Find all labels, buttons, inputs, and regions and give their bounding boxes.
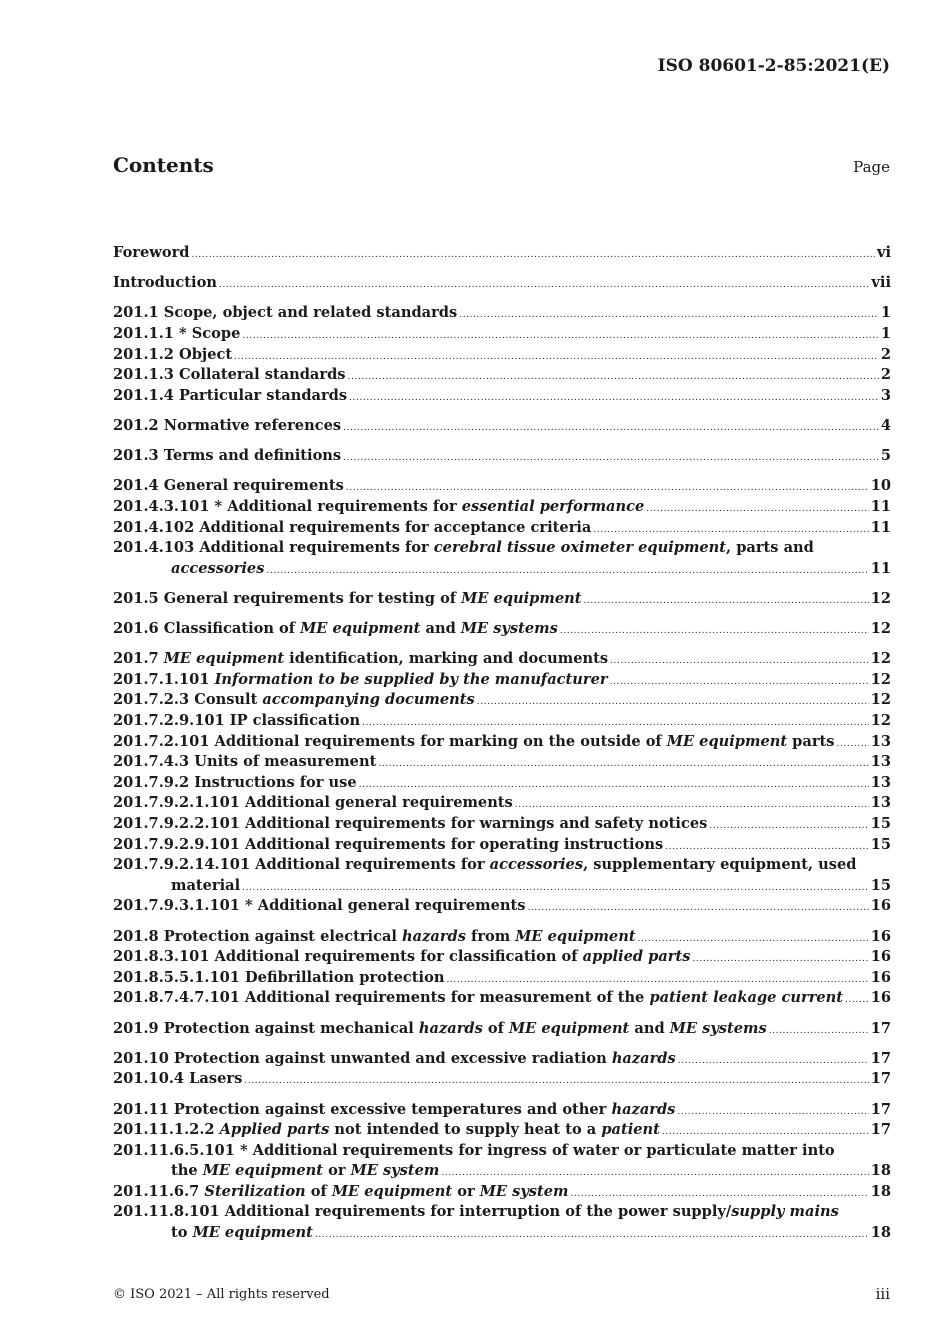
toc-text-segment: 201.1.2 Object (113, 345, 233, 363)
toc-entry-page: 2 (880, 366, 891, 384)
toc-text-segment: 201.3 Terms and definitions (113, 447, 342, 465)
toc-text-segment: 201.11 Protection against excessive temperatures and other (113, 1100, 612, 1118)
toc-text-segment: 201.2 Normative references (113, 416, 342, 434)
toc-text-segment: Sterilization (204, 1182, 306, 1200)
dot-leader (571, 1184, 869, 1205)
dot-leader (346, 478, 869, 499)
dot-leader (836, 734, 868, 755)
contents-title: Contents (113, 153, 214, 177)
dot-leader (678, 1051, 869, 1072)
dot-leader (515, 795, 869, 816)
dot-leader (244, 1071, 868, 1092)
toc-entry-page: 5 (880, 447, 891, 465)
toc-text-segment: hazards (402, 927, 466, 945)
table-of-contents (113, 243, 891, 1244)
toc-text-segment: 201.5 General requirements for testing of (113, 589, 462, 607)
toc-entry-page: 15 (870, 876, 891, 894)
toc-entry-title (113, 927, 636, 948)
toc-entry[interactable] (113, 1100, 891, 1121)
toc-text-segment: hazards (418, 1019, 483, 1037)
toc-text-segment: 201.11.8.101 Additional requirements for interruption of the power supply/ (113, 1203, 732, 1221)
toc-entry-page: 11 (870, 497, 891, 515)
toc-entry-title (113, 835, 663, 856)
toc-entry-title (113, 1069, 242, 1090)
toc-text-segment: 201.10 Protection against unwanted and excessive radiation (113, 1049, 612, 1067)
toc-text-segment: 201.7.9.2 Instructions for use (113, 773, 357, 791)
toc-text-segment: Applied parts (219, 1121, 330, 1139)
toc-entry[interactable] (113, 1069, 891, 1090)
toc-entry-title (113, 752, 376, 773)
toc-text-segment: or (452, 1182, 480, 1200)
toc-entry[interactable] (113, 589, 891, 610)
toc-entry-title (113, 365, 346, 386)
toc-entry[interactable] (113, 476, 891, 497)
toc-entry[interactable] (113, 968, 891, 989)
copyright-notice: © ISO 2021 – All rights reserved (113, 1287, 330, 1302)
toc-text-segment: accompanying documents (262, 691, 475, 709)
toc-text-segment: ME system (350, 1162, 440, 1180)
toc-text-segment: ME system (479, 1182, 569, 1200)
dot-leader (459, 305, 879, 326)
toc-text-segment: not intended to supply heat to a (329, 1121, 602, 1139)
toc-entry-page: 1 (880, 324, 891, 342)
dot-leader (378, 754, 868, 775)
toc-text-segment: 201.7.2.101 Additional requirements for marking on the outside of (113, 732, 667, 750)
toc-entry-title (113, 773, 357, 794)
toc-text-segment: supply mains (731, 1203, 839, 1221)
toc-text-segment: 201.11.6.5.101 * Additional requirements for ingress of water or particulate matter into (113, 1141, 835, 1159)
toc-text-segment: 201.8.3.101 Additional requirements for classification of (113, 948, 583, 966)
toc-text-segment: patient leakage current (649, 989, 844, 1007)
toc-entry[interactable] (113, 1182, 891, 1203)
toc-text-segment: 201.8.7.4.7.101 Additional requirements for measurement of the (113, 989, 650, 1007)
toc-entry-page: 17 (870, 1100, 891, 1118)
toc-text-segment: material (171, 876, 241, 894)
toc-entry-title (113, 345, 232, 366)
toc-entry-page: vi (876, 244, 891, 261)
toc-text-segment: accessories (489, 856, 584, 874)
dot-leader (662, 1122, 869, 1143)
toc-entry-page: 12 (870, 620, 891, 638)
toc-entry[interactable] (113, 835, 891, 856)
toc-entry-title (113, 273, 217, 294)
toc-entry[interactable] (113, 988, 891, 1009)
toc-text-segment: 201.8.5.5.1.101 Defibrillation protection (113, 968, 445, 986)
dot-leader (446, 970, 868, 991)
toc-entry-page: 12 (870, 589, 891, 607)
toc-entry-title (113, 1182, 569, 1203)
dot-leader (769, 1021, 869, 1042)
toc-text-segment: 201.9 Protection against mechanical (113, 1019, 419, 1037)
toc-text-segment: patient (601, 1121, 660, 1139)
toc-entry-page: 17 (870, 1049, 891, 1067)
toc-entry-title (113, 476, 344, 497)
toc-text-segment: to (171, 1224, 193, 1242)
toc-entry[interactable] (113, 345, 891, 366)
toc-text-segment: ME equipment (515, 927, 636, 945)
dot-leader (343, 448, 879, 469)
toc-entry-title (113, 1019, 767, 1040)
dot-leader (266, 561, 868, 582)
toc-entry[interactable] (113, 670, 891, 691)
toc-entry-page: 17 (870, 1070, 891, 1088)
dot-leader (610, 651, 869, 672)
toc-text-segment: ME systems (460, 620, 558, 638)
toc-entry-title (171, 1161, 439, 1182)
toc-text-segment: hazards (611, 1100, 676, 1118)
toc-text-segment: 201.7.2.9.101 IP classification (113, 712, 361, 730)
toc-text-segment: 201.7.9.2.9.101 Additional requirements for operating instructions (113, 835, 664, 853)
toc-entry-title (113, 732, 834, 753)
toc-text-segment: 201.1.3 Collateral standards (113, 366, 346, 384)
toc-entry[interactable] (113, 1049, 891, 1070)
toc-entry-title (113, 968, 444, 989)
toc-text-segment: Information to be supplied by the manufacturer (214, 670, 608, 688)
dot-leader (638, 929, 869, 950)
toc-text-segment: or (323, 1162, 351, 1180)
toc-entry-page: vii (871, 274, 891, 292)
toc-text-segment: , parts and (726, 539, 814, 557)
toc-entry[interactable] (113, 752, 891, 773)
toc-entry[interactable] (113, 518, 891, 539)
dot-leader (191, 245, 875, 266)
toc-entry-page: 18 (870, 1162, 891, 1180)
toc-entry[interactable] (113, 1202, 891, 1243)
toc-text-segment: 201.6 Classification of (113, 620, 301, 638)
toc-entry-title-line (113, 538, 891, 559)
dot-leader (709, 816, 868, 837)
toc-entry[interactable] (113, 947, 891, 968)
toc-entry[interactable] (113, 324, 891, 345)
page-column-label: Page (853, 158, 890, 176)
toc-entry-page: 13 (870, 773, 891, 791)
toc-text-segment: 201.11.1.2.2 (113, 1121, 220, 1139)
toc-text-segment: essential performance (461, 497, 645, 515)
toc-entry-title (113, 518, 591, 539)
dot-leader (234, 347, 879, 368)
toc-entry-title (113, 649, 608, 670)
toc-entry[interactable] (113, 243, 891, 264)
toc-entry-page: 18 (870, 1182, 891, 1200)
toc-entry[interactable] (113, 649, 891, 670)
toc-entry-title (113, 386, 347, 407)
toc-text-segment: 201.4.103 Additional requirements for (113, 539, 434, 557)
toc-entry[interactable] (113, 793, 891, 814)
toc-entry-title (113, 793, 513, 814)
toc-entry-page: 2 (880, 345, 891, 363)
toc-text-segment: 201.10.4 Lasers (113, 1070, 243, 1088)
toc-entry[interactable] (113, 1019, 891, 1040)
toc-text-segment: 201.1 Scope, object and related standards (113, 304, 458, 322)
toc-entry[interactable] (113, 619, 891, 640)
toc-entry-page: 10 (870, 477, 891, 495)
dot-leader (343, 418, 879, 439)
dot-leader (477, 692, 869, 713)
dot-leader (527, 898, 868, 919)
dot-leader (219, 275, 869, 296)
toc-entry-page: 17 (870, 1121, 891, 1139)
toc-entry-title (113, 243, 189, 264)
toc-text-segment: 201.7.9.2.2.101 Additional requirements for warnings and safety notices (113, 815, 708, 832)
toc-entry-title (113, 497, 644, 518)
toc-entry[interactable] (113, 365, 891, 386)
toc-entry-page: 16 (870, 948, 891, 966)
toc-entry-title (113, 1120, 660, 1141)
dot-leader (441, 1163, 868, 1184)
toc-text-segment: and (629, 1019, 670, 1037)
toc-entry-page: 12 (870, 691, 891, 709)
toc-entry-page: 11 (870, 559, 891, 577)
toc-entry[interactable] (113, 855, 891, 896)
dot-leader (362, 713, 869, 734)
toc-entry[interactable] (113, 773, 891, 794)
toc-entry-page: 11 (870, 518, 891, 536)
toc-text-segment: of (305, 1182, 332, 1200)
toc-text-segment: 201.4.3.101 * Additional requirements for (113, 497, 462, 515)
toc-entry-title (113, 690, 475, 711)
toc-text-segment: ME equipment (163, 650, 285, 668)
toc-entry-title (113, 670, 608, 691)
toc-entry-title (113, 303, 457, 324)
toc-entry-title (171, 876, 240, 897)
dot-leader (349, 388, 879, 409)
toc-text-segment: ME equipment (509, 1019, 630, 1037)
toc-entry-title (113, 1049, 676, 1070)
toc-entry-title (113, 446, 341, 467)
toc-text-segment: Introduction (113, 274, 217, 292)
toc-text-segment: the (171, 1162, 203, 1180)
toc-entry[interactable] (113, 711, 891, 732)
toc-entry[interactable] (113, 896, 891, 917)
toc-entry-page: 3 (880, 386, 891, 404)
toc-text-segment: 201.7.1.101 (113, 670, 215, 688)
dot-leader (583, 591, 868, 612)
toc-text-segment: 201.7.9.3.1.101 * Additional general requirements (113, 897, 526, 915)
toc-entry-page: 15 (870, 815, 891, 832)
toc-text-segment: identification, marking and documents (284, 650, 609, 668)
toc-entry-page: 16 (870, 989, 891, 1007)
dot-leader (348, 367, 879, 388)
dot-leader (610, 672, 869, 693)
toc-entry-page: 4 (880, 416, 891, 434)
toc-entry-page: 1 (880, 304, 891, 322)
toc-text-segment: and (420, 620, 461, 638)
toc-entry-title (113, 711, 360, 732)
toc-entry-page: 16 (870, 897, 891, 915)
toc-text-segment: hazards (611, 1049, 676, 1067)
toc-text-segment: Foreword (113, 244, 190, 261)
toc-entry[interactable] (113, 538, 891, 579)
toc-entry-page: 12 (870, 670, 891, 688)
toc-text-segment: 201.7.9.2.1.101 Additional general requirements (113, 794, 513, 812)
toc-text-segment: ME equipment (331, 1182, 453, 1200)
toc-entry[interactable] (113, 1141, 891, 1182)
toc-text-segment: ME equipment (192, 1224, 313, 1242)
dot-leader (315, 1225, 869, 1246)
page-number: iii (875, 1285, 890, 1303)
toc-entry-title (113, 1100, 675, 1121)
toc-entry-title (171, 1223, 313, 1244)
toc-text-segment: parts (787, 732, 835, 750)
dot-leader (242, 878, 869, 899)
toc-text-segment: 201.4.102 Additional requirements for acceptance criteria (113, 518, 592, 536)
toc-entry-title (113, 947, 690, 968)
toc-entry-title-line (113, 855, 891, 876)
toc-entry-page: 16 (870, 927, 891, 945)
toc-entry-page: 13 (870, 753, 891, 771)
toc-entry[interactable] (113, 303, 891, 324)
toc-entry-page: 18 (870, 1224, 891, 1242)
toc-text-segment: 201.7.2.3 Consult (113, 691, 263, 709)
dot-leader (665, 837, 869, 858)
dot-leader (692, 949, 868, 970)
toc-text-segment: ME equipment (461, 589, 582, 607)
toc-text-segment: accessories (171, 559, 265, 577)
dot-leader (646, 499, 868, 520)
dot-leader (359, 775, 869, 796)
toc-entry-title (113, 324, 240, 345)
toc-entry[interactable] (113, 690, 891, 711)
toc-entry-page: 13 (870, 794, 891, 812)
toc-entry-page: 15 (870, 835, 891, 853)
document-id: ISO 80601-2-85:2021(E) (657, 56, 890, 76)
toc-text-segment: 201.1.4 Particular standards (113, 386, 348, 404)
toc-text-segment: ME equipment (202, 1162, 324, 1180)
toc-entry-title (171, 559, 264, 580)
toc-entry-title (113, 416, 341, 437)
toc-text-segment: 201.8 Protection against electrical (113, 927, 403, 945)
toc-entry-page: 17 (870, 1019, 891, 1037)
toc-text-segment: of (482, 1019, 510, 1037)
toc-text-segment: from (465, 927, 516, 945)
toc-entry-page: 13 (870, 732, 891, 750)
toc-entry-page: 12 (870, 650, 891, 668)
toc-entry-title (113, 988, 843, 1009)
toc-entry-title-line (113, 1202, 891, 1223)
toc-text-segment: applied parts (582, 948, 691, 966)
toc-entry[interactable] (113, 497, 891, 518)
toc-entry-title (113, 896, 525, 917)
dot-leader (677, 1102, 868, 1123)
toc-text-segment: 201.4 General requirements (113, 477, 344, 495)
toc-entry[interactable] (113, 416, 891, 437)
toc-text-segment: 201.7 (113, 650, 164, 668)
toc-entry-page: 16 (870, 968, 891, 986)
toc-entry[interactable] (113, 927, 891, 948)
toc-text-segment: ME equipment (300, 620, 421, 638)
toc-entry[interactable] (113, 814, 891, 835)
toc-entry-title (113, 619, 558, 640)
toc-entry-title-line (113, 1141, 891, 1162)
dot-leader (242, 326, 878, 347)
dot-leader (845, 990, 869, 1011)
toc-entry[interactable] (113, 1120, 891, 1141)
toc-text-segment: 201.7.4.3 Units of measurement (113, 753, 377, 771)
toc-entry-title (113, 589, 581, 610)
dot-leader (593, 520, 868, 541)
toc-text-segment: ME equipment (666, 732, 788, 750)
toc-text-segment: 201.11.6.7 (113, 1182, 205, 1200)
toc-text-segment: 201.7.9.2.14.101 Additional requirements for (113, 856, 490, 874)
toc-text-segment: ME systems (669, 1019, 767, 1037)
toc-entry[interactable] (113, 273, 891, 294)
toc-text-segment: , supplementary equipment, used (583, 856, 857, 874)
toc-text-segment: cerebral tissue oximeter equipment (433, 539, 727, 557)
toc-text-segment: 201.1.1 * Scope (113, 324, 241, 342)
toc-entry[interactable] (113, 732, 891, 753)
toc-entry-title (113, 814, 707, 835)
toc-entry[interactable] (113, 386, 891, 407)
toc-entry[interactable] (113, 446, 891, 467)
toc-entry-page: 12 (870, 712, 891, 730)
dot-leader (560, 621, 869, 642)
